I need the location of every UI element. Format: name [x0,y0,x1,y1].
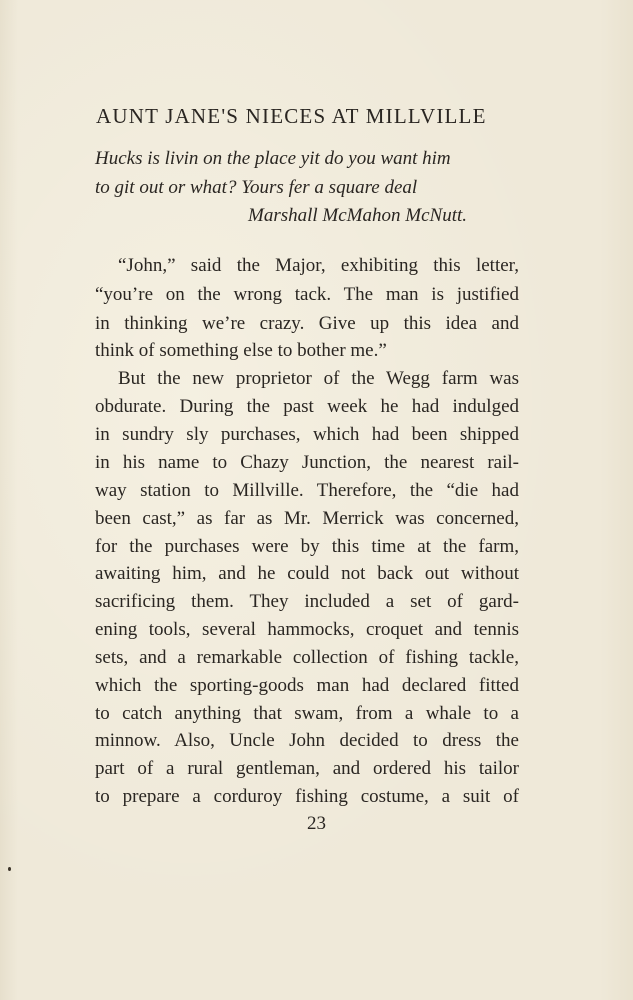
paragraph-2-line: in sundry sly purchases, which had been shipped [95,424,519,445]
paragraph-2-line: sets, and a remarkable collection of fishing tackle, [95,647,519,668]
paragraph-2-line: way station to Millville. Therefore, the “die had [95,480,519,501]
paragraph-2-line: to catch anything that swam, from a whale to a [95,703,519,724]
paragraph-2-line: which the sporting-goods man had declared fitted [95,675,519,696]
page-number: 23 [307,813,326,834]
paragraph-2-line: sacrificing them. They included a set of gard- [95,591,519,612]
paragraph-2-line: But the new proprietor of the Wegg farm was [118,368,519,389]
paragraph-1-line: “you’re on the wrong tack. The man is justified [95,284,519,305]
letter-line: Hucks is livin on the place yit do you want him [95,148,451,169]
paragraph-1-line: think of something else to bother me.” [95,340,387,361]
paragraph-2-line: been cast,” as far as Mr. Merrick was concerned, [95,508,519,529]
paragraph-2-line: obdurate. During the past week he had indulged [95,396,519,417]
paragraph-2-line: to prepare a corduroy fishing costume, a suit of [95,786,519,807]
paragraph-2-line: ening tools, several hammocks, croquet and tennis [95,619,519,640]
paragraph-2-line: for the purchases were by this time at the farm, [95,536,519,557]
paragraph-2-line: minnow. Also, Uncle John decided to dress the [95,730,519,751]
paragraph-2-line: awaiting him, and he could not back out without [95,563,519,584]
letter-line: to git out or what? Yours fer a square deal [95,177,418,198]
paragraph-2-line: part of a rural gentleman, and ordered his tailor [95,758,519,779]
letter-signature: Marshall McMahon McNutt. [248,205,468,226]
paragraph-1-line: in thinking we’re crazy. Give up this idea and [95,313,519,334]
ink-speck [8,867,11,871]
paragraph-1-line: “John,” said the Major, exhibiting this letter, [118,255,519,276]
paragraph-2-line: in his name to Chazy Junction, the nearest rail- [95,452,519,473]
running-head: AUNT JANE'S NIECES AT MILLVILLE [96,104,487,128]
